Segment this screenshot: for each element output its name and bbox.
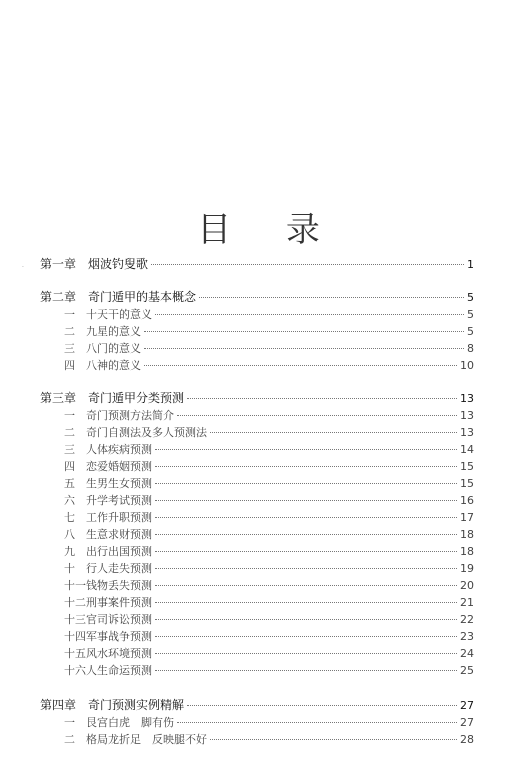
dot-leader [155,584,457,586]
page-number: 5 [467,308,474,321]
dot-leader [155,516,457,518]
page-number: 19 [460,562,474,575]
page-number: 17 [460,511,474,524]
section-title: 一 十天干的意义 [64,308,152,321]
section-title: 十二刑事案件预测 [64,596,152,609]
toc-chapter-entry [40,289,474,306]
section-title: 一 奇门预测方法简介 [64,409,174,422]
section-title: 四 恋爱婚姻预测 [64,460,152,473]
dot-leader [144,364,457,366]
section-title: 三 八门的意义 [64,342,141,355]
dot-leader [155,313,464,315]
dot-leader [155,652,457,654]
section-title: 七 工作升职预测 [64,511,152,524]
page-number: 5 [467,325,474,338]
margin-mark: · [22,264,24,271]
page-number: 27 [460,716,474,729]
toc-section-entry [40,662,474,679]
toc-section-entry [40,340,474,357]
page-number: 23 [460,630,474,643]
page-number: 24 [460,647,474,660]
dot-leader [187,704,457,706]
page-number: 13 [460,426,474,439]
toc-section-entry [40,424,474,441]
page-number: 1 [467,258,474,271]
toc-section-entry [40,492,474,509]
page-number: 22 [460,613,474,626]
section-title: 三 人体疾病预测 [64,443,152,456]
chapter-title: 第二章 奇门遁甲的基本概念 [40,290,197,304]
toc-section-entry [40,645,474,662]
page-number: 18 [460,545,474,558]
dot-leader [155,567,457,569]
toc-section-entry [40,509,474,526]
dot-leader [199,296,464,298]
section-title: 二 奇门自测法及多人预测法 [64,426,207,439]
page-number: 15 [460,477,474,490]
toc-section-entry [40,526,474,543]
section-title: 四 八神的意义 [64,359,141,372]
section-title: 二 格局龙折足 反映腿不好 [64,733,207,746]
dot-leader [155,550,457,552]
section-title: 十四军事战争预测 [64,630,152,643]
page-number: 10 [460,359,474,372]
page-number: 15 [460,460,474,473]
toc-section-entry [40,441,474,458]
toc-section-entry [40,577,474,594]
toc-section-entry [40,475,474,492]
page-number: 16 [460,494,474,507]
section-title: 六 升学考试预测 [64,494,152,507]
toc-section-entry [40,731,474,748]
chapter-title: 第三章 奇门遁甲分类预测 [40,391,185,405]
toc-section-entry [40,458,474,475]
dot-leader [151,263,464,265]
chapter-title: 第一章 烟波钓叟歌 [40,257,149,271]
toc-section-entry [40,594,474,611]
dot-leader [155,448,457,450]
section-title: 十一钱物丢失预测 [64,579,152,592]
dot-leader [155,618,457,620]
dot-leader [177,414,457,416]
section-title: 一 艮宫白虎 脚有伤 [64,716,174,729]
toc-section-entry [40,714,474,731]
toc-section-entry [40,306,474,323]
table-of-contents [40,256,474,748]
toc-section-entry [40,407,474,424]
section-title: 八 生意求财预测 [64,528,152,541]
toc-section-entry [40,628,474,645]
dot-leader [155,465,457,467]
toc-section-entry [40,543,474,560]
page-number: 27 [460,699,474,712]
page-number: 28 [460,733,474,746]
dot-leader [155,533,457,535]
section-title: 五 生男生女预测 [64,477,152,490]
page-number: 13 [460,409,474,422]
page-number: 14 [460,443,474,456]
page-number: 25 [460,664,474,677]
page-number: 5 [467,291,474,304]
section-title: 二 九星的意义 [64,325,141,338]
section-title: 十三官司诉讼预测 [64,613,152,626]
dot-leader [155,601,457,603]
toc-chapter-entry [40,256,474,273]
page-number: 18 [460,528,474,541]
dot-leader [144,330,464,332]
section-title: 十 行人走失预测 [64,562,152,575]
section-title: 九 出行出国预测 [64,545,152,558]
page-number: 8 [467,342,474,355]
section-title: 十五风水环境预测 [64,647,152,660]
chapter-title: 第四章 奇门预测实例精解 [40,698,185,712]
dot-leader [177,721,457,723]
page-number: 20 [460,579,474,592]
page-number: 13 [460,392,474,405]
toc-section-entry [40,611,474,628]
section-title: 十六人生命运预测 [64,664,152,677]
toc-chapter-entry [40,697,474,714]
dot-leader [155,482,457,484]
page-title: 目 录 [197,210,342,250]
dot-leader [144,347,464,349]
dot-leader [210,738,457,740]
dot-leader [187,397,457,399]
page-number: 21 [460,596,474,609]
toc-section-entry [40,357,474,374]
dot-leader [155,635,457,637]
dot-leader [155,669,457,671]
dot-leader [155,499,457,501]
toc-section-entry [40,560,474,577]
toc-chapter-entry [40,390,474,407]
dot-leader [210,431,457,433]
toc-section-entry [40,323,474,340]
